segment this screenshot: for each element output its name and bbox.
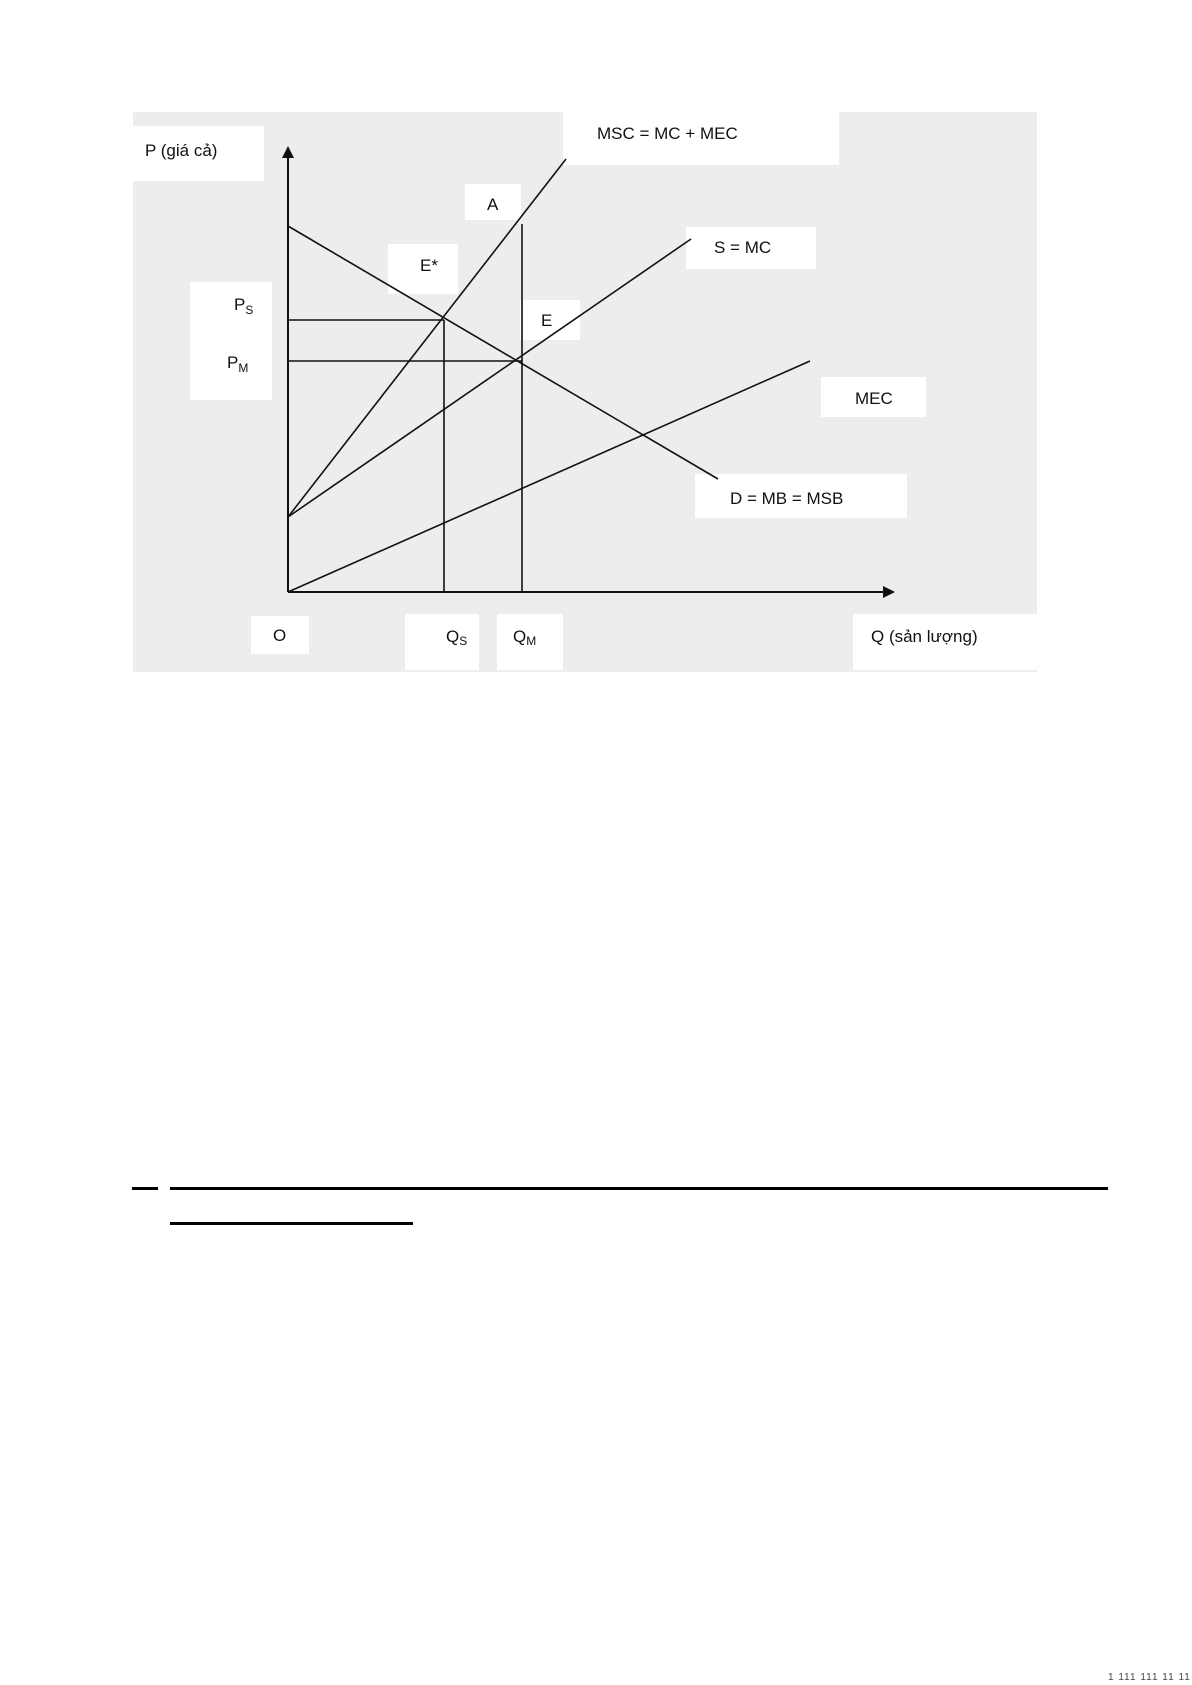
y-axis-label: P (giá cả) xyxy=(145,141,218,160)
msc-label: MSC = MC + MEC xyxy=(597,124,738,143)
label-box-qs xyxy=(405,614,479,670)
demand-label: D = MB = MSB xyxy=(730,489,844,508)
heading-underline xyxy=(170,1222,413,1225)
label-box-p-values xyxy=(190,282,272,400)
qm-label: QM xyxy=(513,627,537,648)
section-rule xyxy=(170,1187,1108,1190)
footer-marks: 1 111 111 11 11 xyxy=(1108,1672,1191,1683)
point-e-star-label: E* xyxy=(420,256,438,275)
origin-label: O xyxy=(273,626,287,645)
pm-label: $P_M$ xyxy=(227,353,249,375)
mec-label: MEC xyxy=(855,389,893,408)
section-rule-short xyxy=(132,1187,158,1190)
s-mc-label: S = MC xyxy=(714,238,772,257)
point-e-label: E xyxy=(541,311,553,330)
x-axis-label: Q (sản lượng) xyxy=(871,627,978,646)
qs-label: QS xyxy=(446,627,468,648)
ps-label: $P_S$ xyxy=(234,295,254,317)
point-a-label: A xyxy=(487,195,499,214)
externality-diagram xyxy=(133,112,1037,672)
